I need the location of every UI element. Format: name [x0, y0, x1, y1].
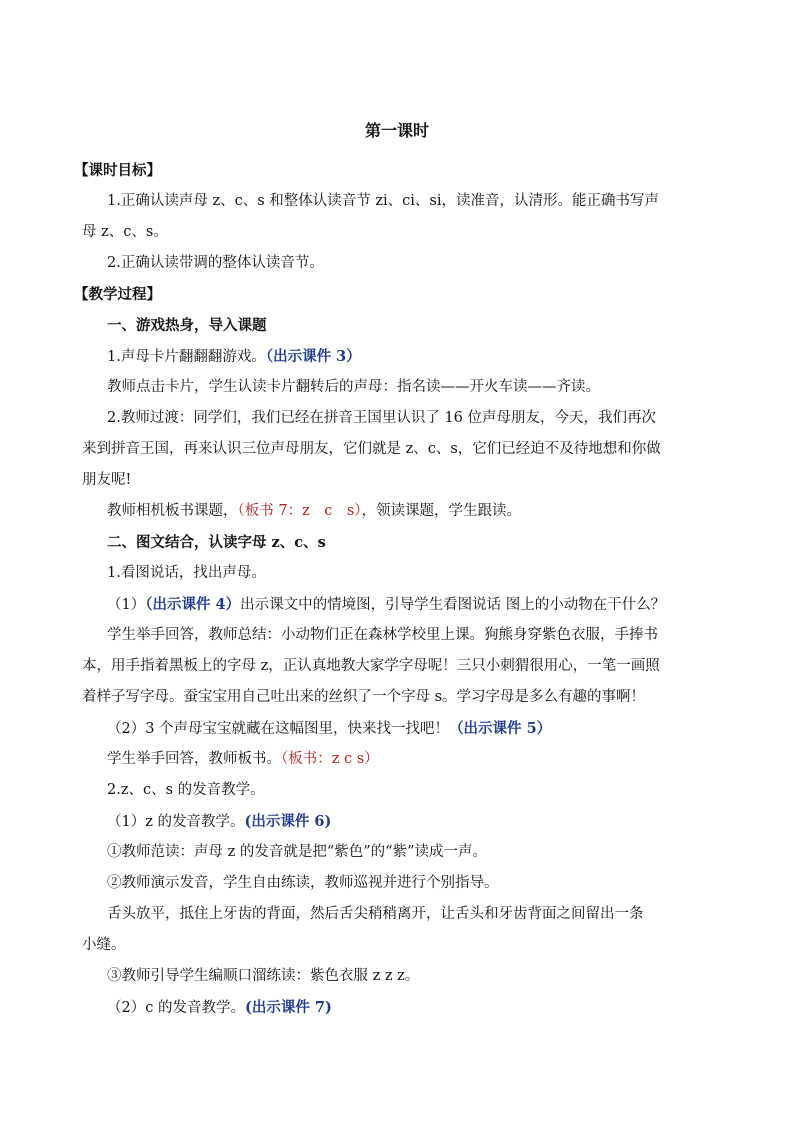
- paragraph-13: ②教师演示发音，学生自由练读，教师巡视并进行个别指导。: [107, 875, 499, 891]
- courseware-ref-6: (出示课件 6): [244, 813, 332, 830]
- paragraph-2: 教师点击卡片，学生认读卡片翻转后的声母：指名读——开火车读——齐读。: [107, 379, 600, 395]
- paragraph-3-line-1: 2.教师过渡：同学们，我们已经在拼音王国里认识了 16 位声母朋友，今天，我们再次: [107, 410, 657, 426]
- paragraph-4-text-a: 教师相机板书课题，: [107, 503, 238, 519]
- section-heading-process: 【教学过程】: [74, 286, 161, 303]
- board-note-zcs: （板书：z c s）: [281, 751, 379, 767]
- paragraph-15: ③教师引导学生编顺口溜练读：紫色衣服 z z z。: [107, 968, 420, 984]
- paragraph-11: [82, 806, 722, 837]
- courseware-ref-7: (出示课件 7): [244, 999, 332, 1016]
- part-1-heading: 一、游戏热身，导入课题: [107, 317, 267, 334]
- paragraph-1: [82, 341, 722, 372]
- paragraph-7-line-3: 着样子写字母。蚕宝宝用自己吐出来的丝织了一个字母 s。学习字母是多么有趣的事啊！: [82, 689, 646, 705]
- part-2-heading: 二、图文结合，认读字母 z、c、s: [107, 534, 326, 551]
- paragraph-4: [82, 496, 722, 527]
- paragraph-6-num: （1）: [107, 597, 146, 613]
- courseware-ref-4: （出示课件 4）: [145, 596, 241, 613]
- paragraph-14-line-1: 舌头放平，抵住上牙齿的背面，然后舌尖稍稍离开，让舌头和牙齿背面之间留出一条: [107, 906, 644, 922]
- goal-2: 2.正确认读带调的整体认读音节。: [107, 255, 324, 271]
- paragraph-7-line-2: 本，用手指着黑板上的字母 z，正认真地教大家学字母呢！三只小刺猬很用心，一笔一画照: [82, 658, 660, 674]
- paragraph-6: [82, 589, 722, 620]
- paragraph-7-line-1: 学生举手回答，教师总结：小动物们正在森林学校里上课。狗熊身穿紫色衣服，手捧书: [107, 627, 658, 643]
- paragraph-1-text: 1.声母卡片翻翻翻游戏。: [107, 349, 266, 365]
- paragraph-9-text: 学生举手回答，教师板书。: [107, 751, 281, 767]
- paragraph-8: [82, 713, 722, 744]
- board-note-7: （板书 7：z c s）: [237, 503, 362, 519]
- paragraph-9: [82, 744, 722, 775]
- paragraph-4-text-b: ，领读课题，学生跟读。: [361, 503, 522, 519]
- paragraph-6-text: 出示课文中的情境图，引导学生看图说话 图上的小动物在干什么？: [240, 597, 666, 613]
- paragraph-5: 1.看图说话，找出声母。: [107, 565, 266, 581]
- paragraph-16-text: （2）c 的发音教学。: [107, 1000, 245, 1016]
- page-title: 第一课时: [364, 121, 429, 140]
- paragraph-3-line-3: 朋友呢!: [82, 472, 132, 488]
- goal-1-line-1: 1.正确认读声母 z、c、s 和整体认读音节 zi、ci、si，读准音，认清形。能正确书写声: [107, 193, 659, 209]
- paragraph-11-text: （1）z 的发音教学。: [107, 814, 245, 830]
- paragraph-12: ①教师范读：声母 z 的发音就是把“紫色”的“紫”读成一声。: [107, 844, 488, 860]
- courseware-ref-3: （出示课件 3）: [265, 348, 361, 365]
- goal-1-line-2: 母 z、c、s。: [82, 224, 168, 240]
- paragraph-14-line-2: 小缝。: [82, 937, 126, 953]
- paragraph-16: [82, 992, 722, 1023]
- section-heading-goals: 【课时目标】: [74, 162, 161, 179]
- paragraph-3-line-2: 来到拼音王国，再来认识三位声母朋友，它们就是 z、c、s，它们已经迫不及待地想和你做: [82, 441, 661, 457]
- paragraph-8-text: （2）3 个声母宝宝就藏在这幅图里，快来找一找吧！: [107, 721, 450, 737]
- paragraph-10: 2.z、c、s 的发音教学。: [107, 782, 265, 798]
- courseware-ref-5: （出示课件 5）: [449, 720, 552, 737]
- document-body: [74, 155, 722, 1023]
